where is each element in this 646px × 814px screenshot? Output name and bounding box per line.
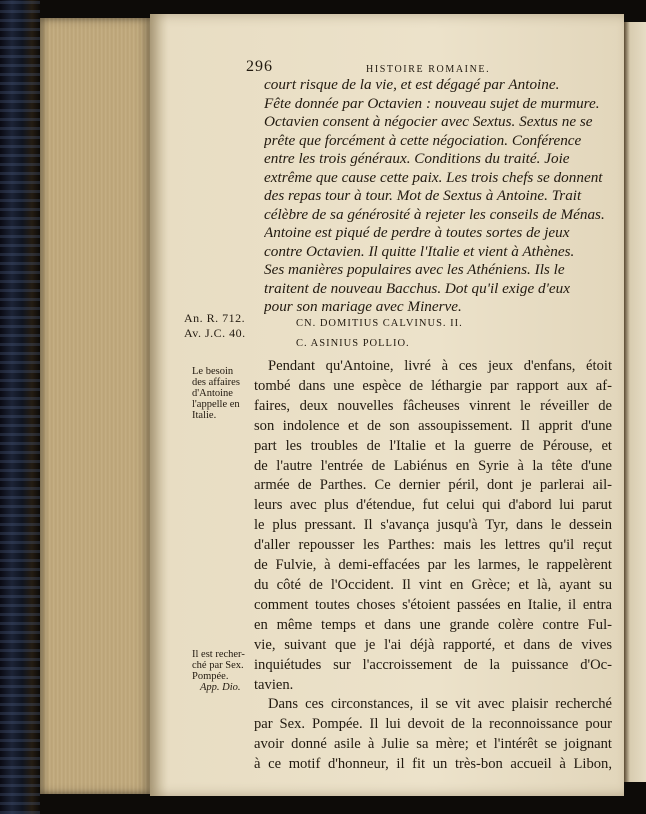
margin-note-line: des affaires (192, 377, 240, 388)
body-line: à ce motif d'honneur, il fit un très-bon accueil à Libon, (254, 756, 612, 773)
body-line: d'aller repousser les Parthes: mais les lettres qu'il reçut (254, 537, 612, 554)
consuls-block (296, 314, 556, 354)
body-line: du côté de l'Occident. Il vint en Grèce; et là, ayant su (254, 576, 612, 593)
body-line: part les troubles de l'Italie et la guerre de Pérouse, et (254, 437, 612, 454)
body-line: de l'autre l'entrée de Labiénus en Syrie à la tête d'une (254, 457, 612, 474)
body-line: en même temps et dans une grande colère contre Ful- (254, 616, 612, 633)
summary-line: Octavien consent à négocier avec Sextus. Sextus ne se (264, 113, 593, 130)
consul-line: C. ASINIUS POLLIO. (296, 338, 410, 349)
summary-line: Fête donnée par Octavien : nouveau sujet de murmure. (264, 94, 600, 112)
summary-line: contre Octavien. Il quitte l'Italie et vient à Athènes. (264, 242, 575, 260)
margin-note-reference: App. Dio. (200, 682, 241, 693)
page-number: 296 (246, 58, 273, 75)
body-line: vie, suivant que je l'ai déjà rapporté, et dans de vives (254, 636, 612, 653)
summary-line: court risque de la vie, et est dégagé par Antoine. (264, 76, 560, 93)
margin-note-1 (192, 366, 260, 421)
book-spine-edge (0, 0, 40, 814)
page-header (246, 52, 496, 74)
body-line: comment toutes choses s'étoient passées en Italie, il entra (254, 596, 612, 613)
body-line: faires, deux nouvelles fâcheuses vinrent le réveiller de (254, 397, 612, 414)
page-stack-edge (40, 18, 152, 794)
body-text (254, 357, 612, 775)
margin-note-line: Il est recher- (192, 649, 245, 660)
year-rome: An. R. 712. (184, 311, 246, 325)
summary-line: pour son mariage avec Minerve. (264, 298, 462, 315)
summary-line: extrême que cause cette paix. Les trois chefs se donnent (264, 168, 603, 186)
margin-note-line: Pompée. (192, 671, 229, 682)
margin-note-line: Le besoin (192, 366, 234, 377)
margin-note-line: ché par Sex. (192, 660, 244, 671)
body-line: de Fulvie, à demi-effacées par les larmes, le rappelèrent (254, 557, 612, 574)
chapter-summary (264, 76, 608, 317)
summary-line: prête que forcément à cette négociation. Conférence (264, 131, 582, 149)
body-line: leurs avec plus d'étendue, fut celui qui d'abord lui parut (254, 497, 612, 514)
margin-note-line: d'Antoine (192, 388, 233, 399)
facing-page-edge (624, 22, 646, 782)
body-line: armée de Parthes. Ce dernier péril, dont je parlerai ail- (254, 477, 612, 494)
body-line: Pendant qu'Antoine, livré à ces jeux d'enfans, étoit (268, 358, 612, 374)
body-line: Dans ces circonstances, il se vit avec plaisir recherché (268, 696, 612, 713)
year-marginal (184, 311, 274, 341)
body-line: tombé dans une espèce de léthargie par rapport aux af- (254, 377, 612, 394)
body-line: par Sex. Pompée. Il lui devoit de la reconnoissance pour (254, 716, 612, 733)
summary-line: entre les trois généraux. Conditions du traité. Joie (264, 150, 570, 167)
body-line: le plus pressant. Il s'avança jusqu'à Tyr, dans le dessein (254, 517, 612, 534)
summary-line: Ses manières populaires avec les Athéniens. Ils le (264, 261, 565, 278)
summary-line: Antoine est piqué de perdre à toutes sortes de jeux (264, 224, 570, 241)
body-line: inquiétudes sur l'accroissement de la puissance d'Oc- (254, 656, 612, 673)
body-line: avoir donné asile à Julie sa mère; et l'intérêt se joignant (254, 736, 612, 753)
margin-note-line: l'appelle en (192, 399, 240, 410)
margin-note-2 (192, 649, 260, 693)
consul-line: CN. DOMITIUS CALVINUS. II. (296, 318, 463, 329)
margin-note-line: Italie. (192, 410, 217, 421)
body-line: son indolence et de son assoupissement. Il apprit d'une (254, 417, 612, 434)
running-title: HISTOIRE ROMAINE. (366, 64, 491, 75)
summary-line: des repas tour à tour. Mot de Sextus à Antoine. Trait (264, 187, 582, 204)
summary-line: célèbre de sa générosité à rejeter les conseils de Ménas. (264, 205, 605, 223)
body-line: tavien. (254, 676, 294, 693)
year-bc: Av. J.C. 40. (184, 326, 246, 340)
summary-line: traitent de nouveau Bacchus. Dot qu'il exige d'eux (264, 279, 570, 297)
